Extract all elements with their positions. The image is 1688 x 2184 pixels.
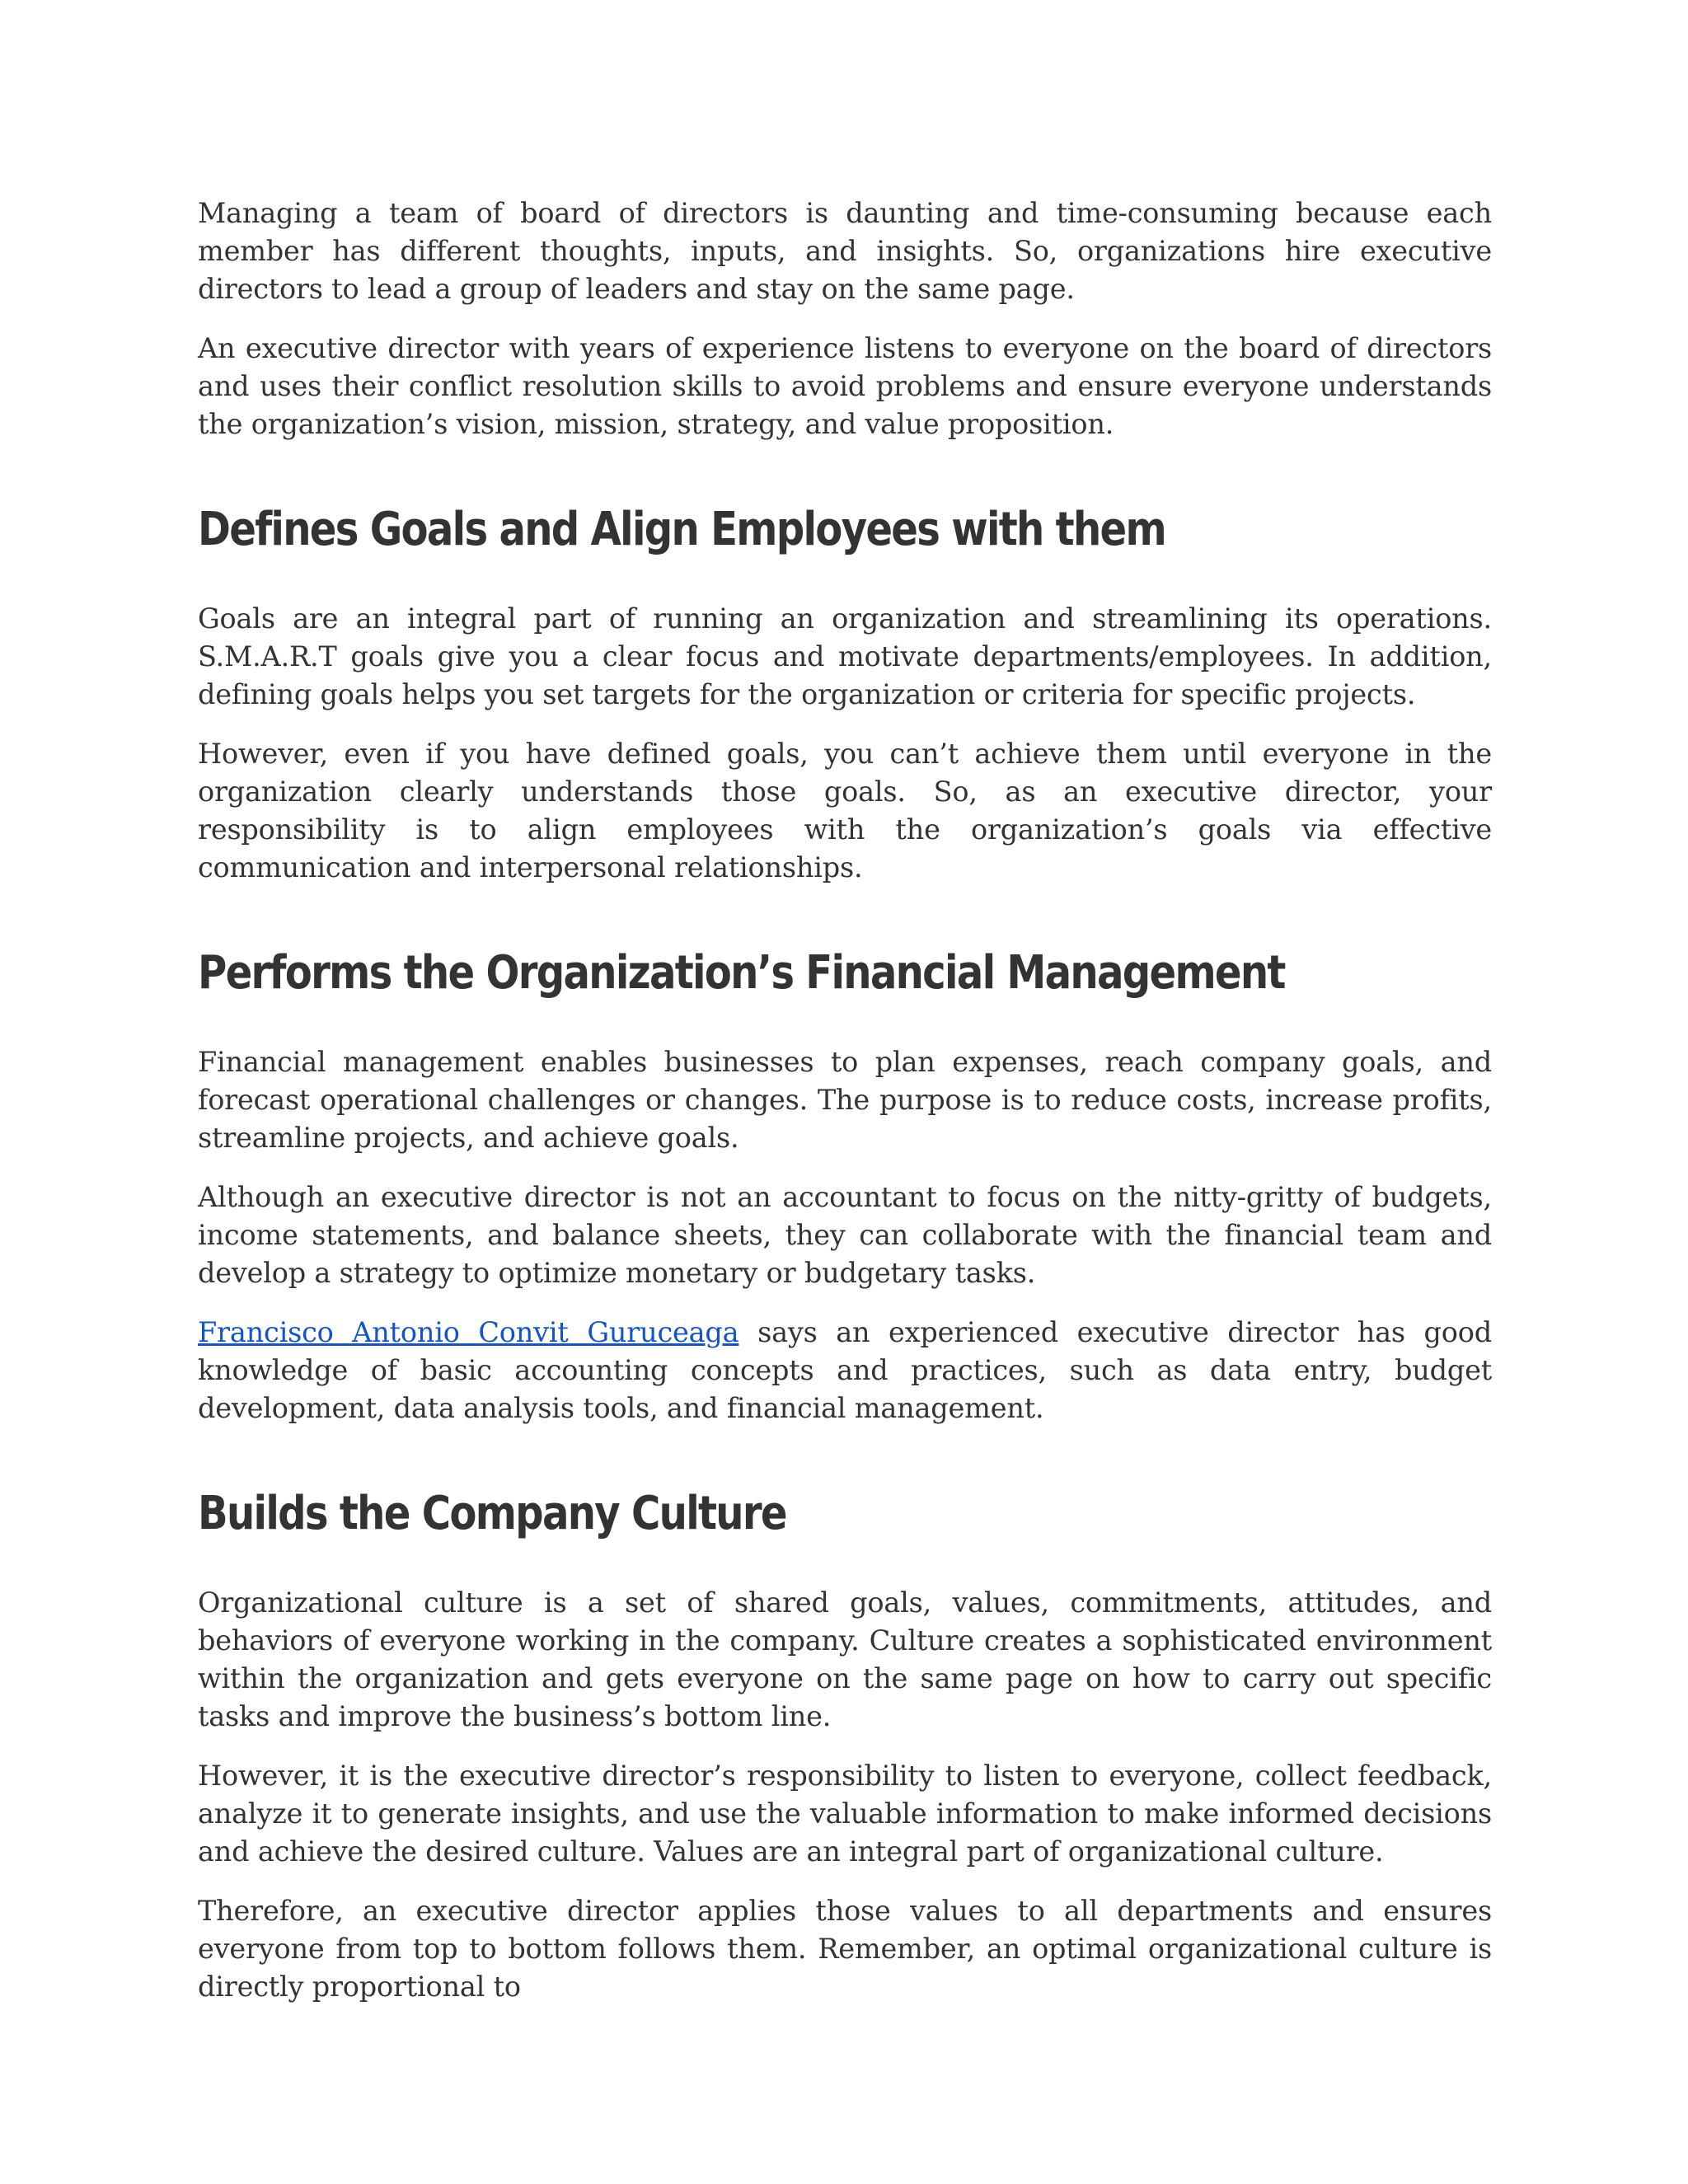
- section-heading-financial: Performs the Organization’s Financial Management: [198, 946, 1285, 1000]
- intro-paragraph-2: An executive director with years of experience listens to everyone on the board of directors and uses their conflict resolution skills to avoid problems and ensure everyone understands the organization’s vision, mission, strategy, and value proposition.: [198, 332, 1492, 440]
- section-heading-culture: Builds the Company Culture: [198, 1487, 786, 1540]
- culture-paragraph-3: Therefore, an executive director applies those values to all departments and ensures everyone from top to bottom follows them. Remember, an optimal organizational culture is directly proportional to: [198, 1895, 1492, 2003]
- financial-paragraph-2: Although an executive director is not an accountant to focus on the nitty-gritty of budgets, income statements, and balance sheets, they can collaborate with the financial team and develop a strategy to optimize monetary or budgetary tasks.: [198, 1181, 1492, 1289]
- intro-paragraph-1: Managing a team of board of directors is daunting and time-consuming because each member has different thoughts, inputs, and insights. So, organizations hire executive directors to lead a group of leaders and stay on the same page.: [198, 197, 1492, 305]
- culture-paragraph-1: Organizational culture is a set of shared goals, values, commitments, attitudes, and behaviors of everyone working in the company. Culture creates a sophisticated environment within the organization and gets everyone on the same page on how to carry out specific tasks and improve the business’s bottom line.: [198, 1586, 1492, 1732]
- author-link[interactable]: Francisco Antonio Convit Guruceaga: [198, 1316, 739, 1348]
- financial-paragraph-1: Financial management enables businesses to plan expenses, reach company goals, and forecast operational challenges or changes. The purpose is to reduce costs, increase profits, streamline projects, and achieve goals.: [198, 1046, 1492, 1154]
- goals-paragraph-1: Goals are an integral part of running an organization and streamlining its operations. S.M.A.R.T goals give you a clear focus and motivate departments/employees. In addition, defining goals helps you set targets for the organization or criteria for specific projects.: [198, 602, 1492, 710]
- financial-paragraph-3: [198, 1314, 1492, 1427]
- section-heading-goals: Defines Goals and Align Employees with them: [198, 503, 1165, 556]
- goals-paragraph-2: However, even if you have defined goals, you can’t achieve them until everyone in the organization clearly understands those goals. So, as an executive director, your responsibility is to align employees with the organization’s goals via effective communication and interpersonal relationships.: [198, 738, 1492, 883]
- culture-paragraph-2: However, it is the executive director’s responsibility to listen to everyone, collect feedback, analyze it to generate insights, and use the valuable information to make informed decisions and achieve the desired culture. Values are an integral part of organizational culture.: [198, 1760, 1492, 1868]
- document-page: [198, 194, 1492, 2027]
- financial-paragraph-3-text: says an experienced executive director has good knowledge of basic accounting concepts and practices, such as data entry, budget development, data analysis tools, and financial management.: [198, 1316, 1492, 1424]
